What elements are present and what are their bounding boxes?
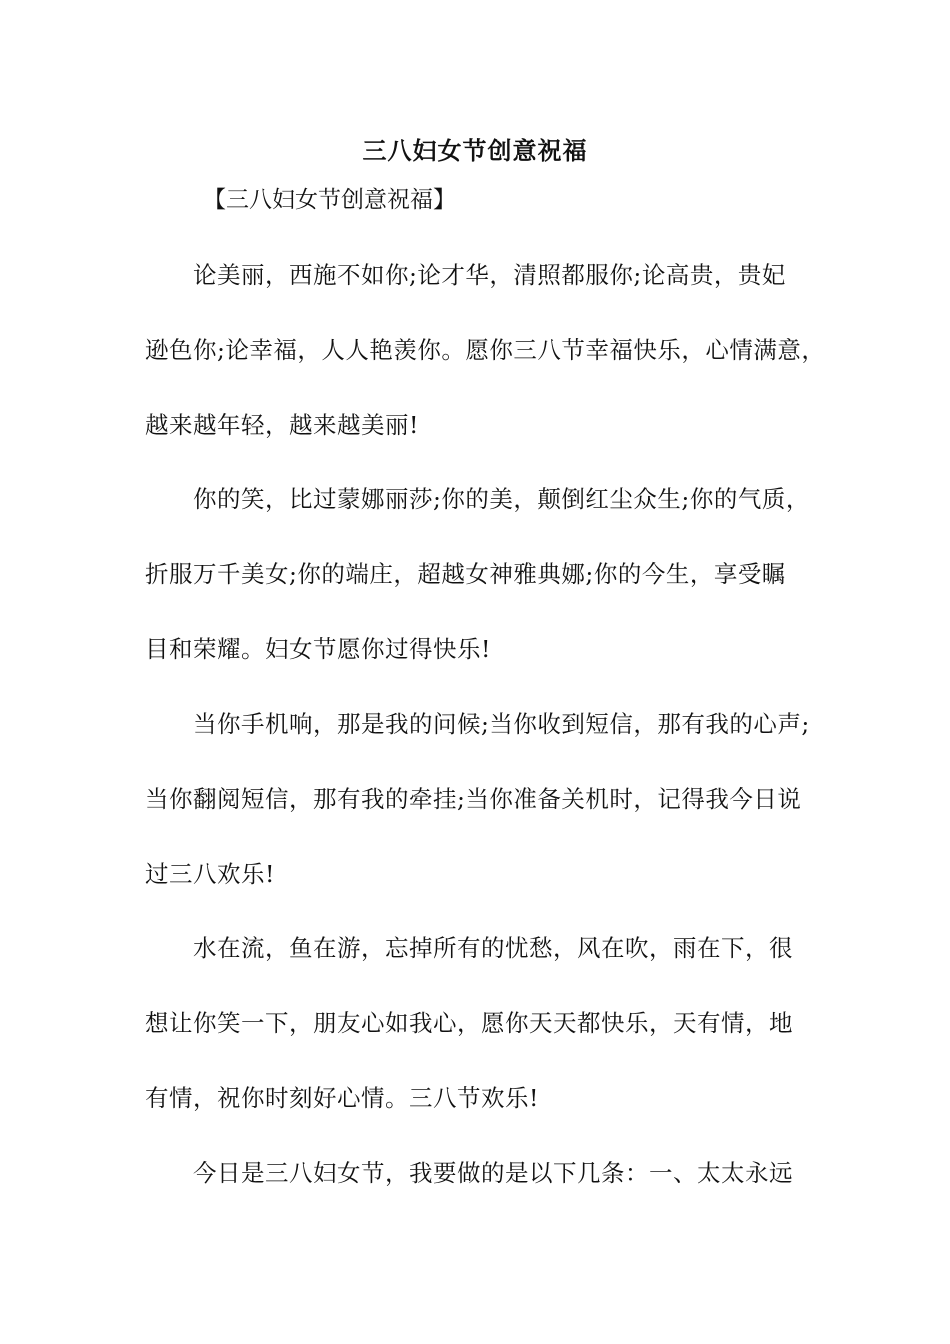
paragraph-3-line-2: 当你翻阅短信，那有我的牵挂;当你准备关机时，记得我今日说 [145, 785, 802, 813]
paragraph-1-line-1: 论美丽，西施不如你;论才华，清照都服你;论高贵，贵妃 [193, 261, 786, 289]
paragraph-3-line-3: 过三八欢乐! [145, 860, 275, 888]
paragraph-3-line-1: 当你手机响，那是我的问候;当你收到短信，那有我的心声; [193, 710, 810, 738]
paragraph-2-line-2: 折服万千美女;你的端庄，超越女神雅典娜;你的今生，享受瞩 [145, 560, 786, 588]
paragraph-4-line-1: 水在流，鱼在游，忘掉所有的忧愁，风在吹，雨在下，很 [193, 934, 793, 962]
paragraph-1-line-2: 逊色你;论幸福，人人艳羡你。愿你三八节幸福快乐，心情满意， [145, 336, 826, 364]
paragraph-2-line-3: 目和荣耀。妇女节愿你过得快乐! [145, 635, 491, 663]
document-title: 三八妇女节创意祝福 [362, 136, 588, 165]
paragraph-2-line-1: 你的笑，比过蒙娜丽莎;你的美，颠倒红尘众生;你的气质， [193, 485, 810, 513]
paragraph-5-line-1: 今日是三八妇女节，我要做的是以下几条：一、太太永远 [193, 1159, 793, 1187]
paragraph-4-line-3: 有情，祝你时刻好心情。三八节欢乐! [145, 1084, 539, 1112]
paragraph-1-line-3: 越来越年轻，越来越美丽! [145, 411, 419, 439]
document-subtitle: 【三八妇女节创意祝福】 [203, 187, 456, 213]
paragraph-4-line-2: 想让你笑一下，朋友心如我心，愿你天天都快乐，天有情，地 [145, 1009, 793, 1037]
